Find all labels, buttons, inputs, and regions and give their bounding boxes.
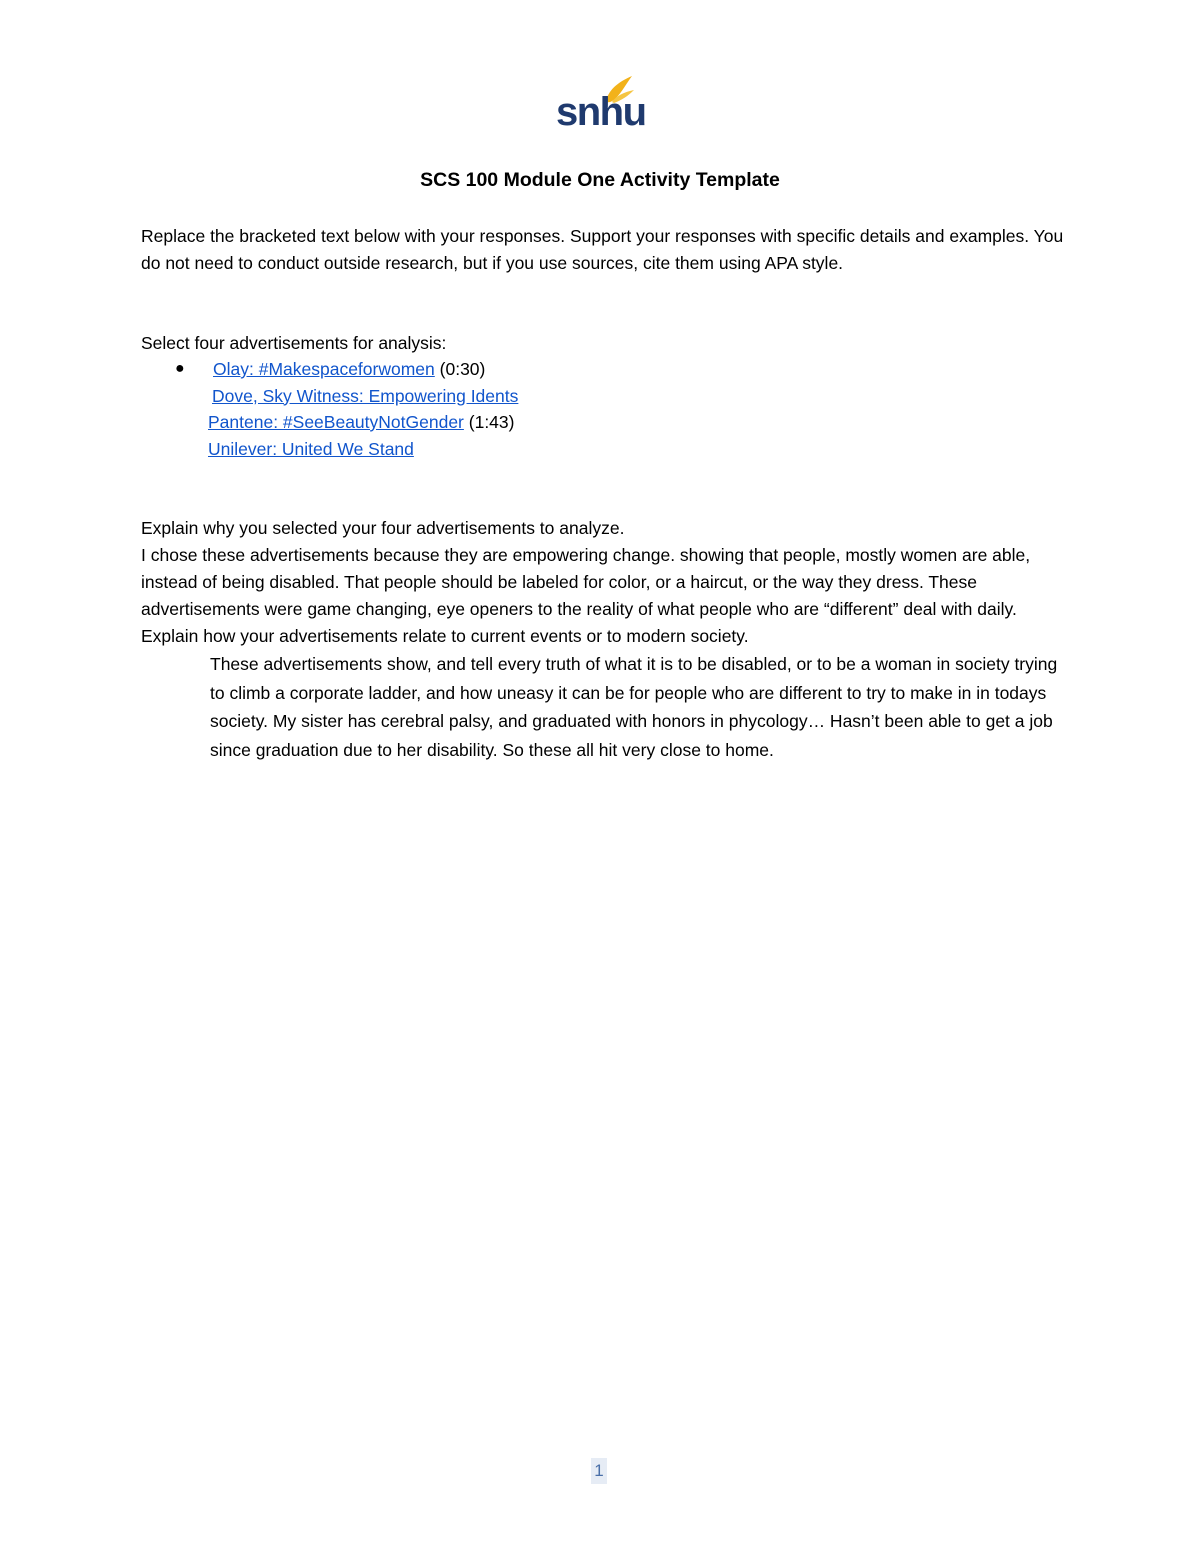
ad-link-dove[interactable]: Dove, Sky Witness: Empowering Idents	[212, 385, 519, 406]
ads-list	[141, 356, 841, 462]
page-number: 1	[591, 1458, 607, 1484]
ad-link-olay[interactable]: Olay: #Makespaceforwomen	[213, 359, 435, 379]
snhu-logo	[556, 72, 646, 134]
select-ads-label: Select four advertisements for analysis:	[141, 333, 447, 353]
answer-1: I chose these advertisements because they are empowering change. showing that people, mostly women are able, instead of being disabled. That people should be labeled for color, or a haircut, or the way they dress. These advertisements were game changing, eye openers to the reality of what people who are “different” deal with daily.	[141, 545, 1031, 619]
list-item	[141, 383, 841, 410]
instructions-text: Replace the bracketed text below with your responses. Support your responses with specific details and examples. You do not need to conduct outside research, but if you use sources, cite them using APA style.	[141, 226, 1064, 273]
list-item	[141, 436, 841, 463]
list-item	[141, 409, 841, 436]
list-item	[141, 356, 841, 383]
document-title: SCS 100 Module One Activity Template	[420, 169, 780, 191]
logo-wordmark: snhu	[556, 90, 646, 134]
instructions-paragraph	[141, 223, 1071, 277]
answer-2: These advertisements show, and tell every truth of what it is to be disabled, or to be a woman in society trying to climb a corporate ladder, and how uneasy it can be for people who are different to try to make in in todays society. My sister has cerebral palsy, and graduated with honors in phycology… Hasn’t been able to get a job since graduation due to her disability. So these all hit very close to home.	[210, 654, 1058, 760]
question-2: Explain how your advertisements relate to current events or to modern society.	[141, 626, 749, 646]
ad-link-unilever[interactable]: Unilever: United We Stand	[208, 438, 414, 459]
ad-link-pantene[interactable]: Pantene: #SeeBeautyNotGender	[208, 412, 464, 432]
ad-duration: (1:43)	[463, 412, 515, 432]
question-1: Explain why you selected your four advertisements to analyze.	[141, 518, 625, 538]
ad-duration: (0:30)	[434, 359, 486, 379]
responses-section	[141, 515, 1071, 764]
bullet-icon: ●	[175, 360, 185, 377]
